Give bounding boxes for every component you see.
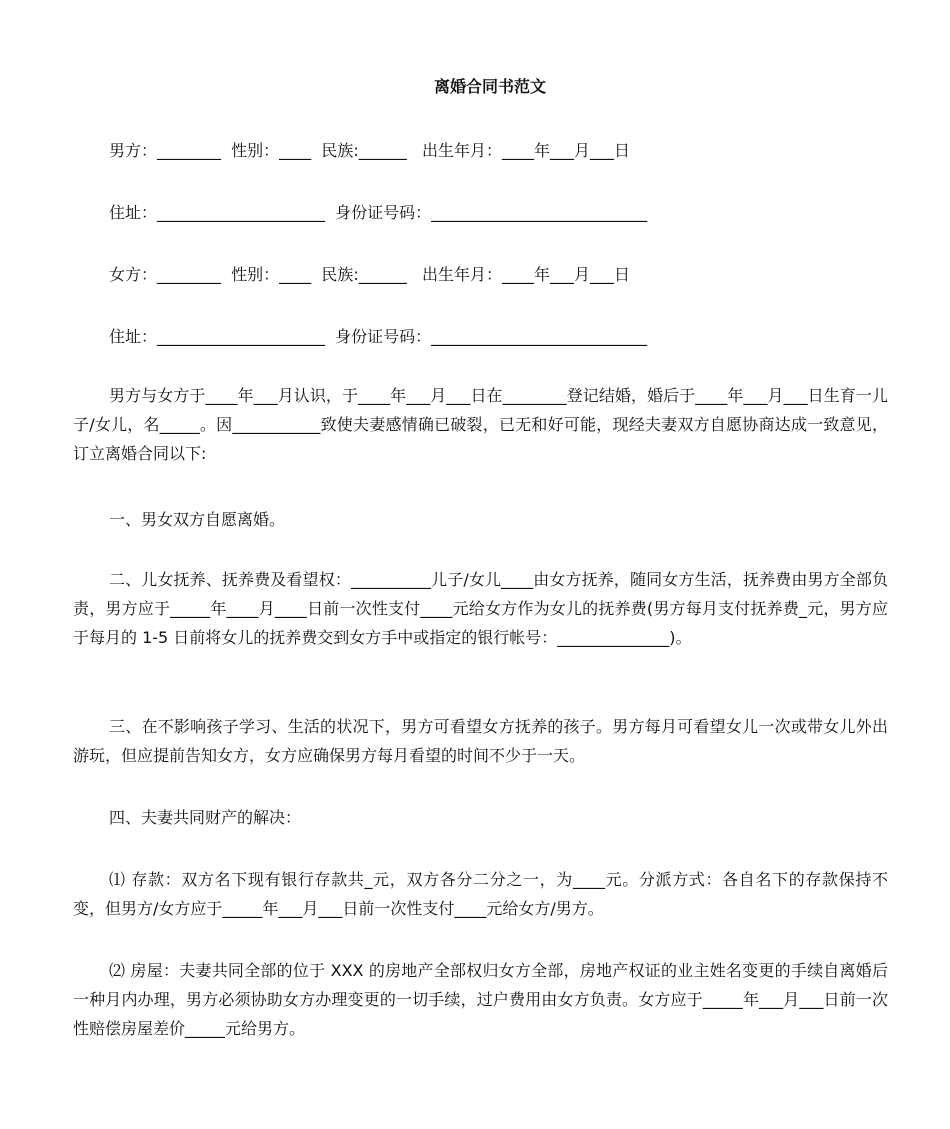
- clause-4-sub-2: ⑵ 房屋：夫妻共同全部的位于 XXX 的房地产全部权归女方全部，房地产权证的业主姓名变更的手续自离婚后一种月内办理，男方必须协助女方办理变更的一切手续，过户费用由女方负责。女方应于_____年___月___日前一次性赔偿房屋差价_____元给男方。: [73, 961, 888, 1038]
- clause-4-sub-1: ⑴ 存款：双方名下现有银行存款共_元，双方各分二分之一，为____元。分派方式：各自名下的存款保持不变，但男方/女方应于_____年___月___日前一次性支付____元给女方/男方。: [73, 870, 888, 918]
- clause-3: 三、在不影响孩子学习、生活的状况下，男方可看望女方抚养的孩子。男方每月可看望女儿一次或带女儿外出游玩，但应提前告知女方，女方应确保男方每月看望的时间不少于一天。: [73, 717, 888, 765]
- husband-info-line: 男方：________ 性别：____ 民族:______ 出生年月：____年___月___日: [109, 141, 630, 160]
- wife-info-line: 女方：________ 性别：____ 民族:______ 出生年月：____年___月___日: [109, 265, 630, 284]
- clause-1: 一、男女双方自愿离婚。: [109, 510, 286, 529]
- husband-address-line: 住址：_____________________ 身份证号码：___________________________: [109, 203, 648, 222]
- intro-paragraph: 男方与女方于____年___月认识，于____年___月___日在________登记结婚，婚后于____年___月___日生育一儿子/女儿，名_____。因___________致使夫妻感情确已破裂，已无和好可能，现经夫妻双方自愿协商达成一致意见，订立离婚合同以下:: [73, 386, 888, 463]
- document-title: 离婚合同书范文: [433, 77, 546, 96]
- wife-address-line: 住址：_____________________ 身份证号码：___________________________: [109, 327, 648, 346]
- clause-4: 四、夫妻共同财产的解决：: [109, 808, 302, 827]
- clause-2: 二、儿女抚养、抚养费及看望权：__________儿子/女儿____由女方抚养，随同女方生活，抚养费由男方全部负责，男方应于_____年____月____日前一次性支付____元给女方作为女儿的抚养费(男方每月支付抚养费_元，男方应于每月的 1-5 日前将女儿的抚养费交到女方手中或指定的银行帐号：______________)。: [73, 570, 888, 647]
